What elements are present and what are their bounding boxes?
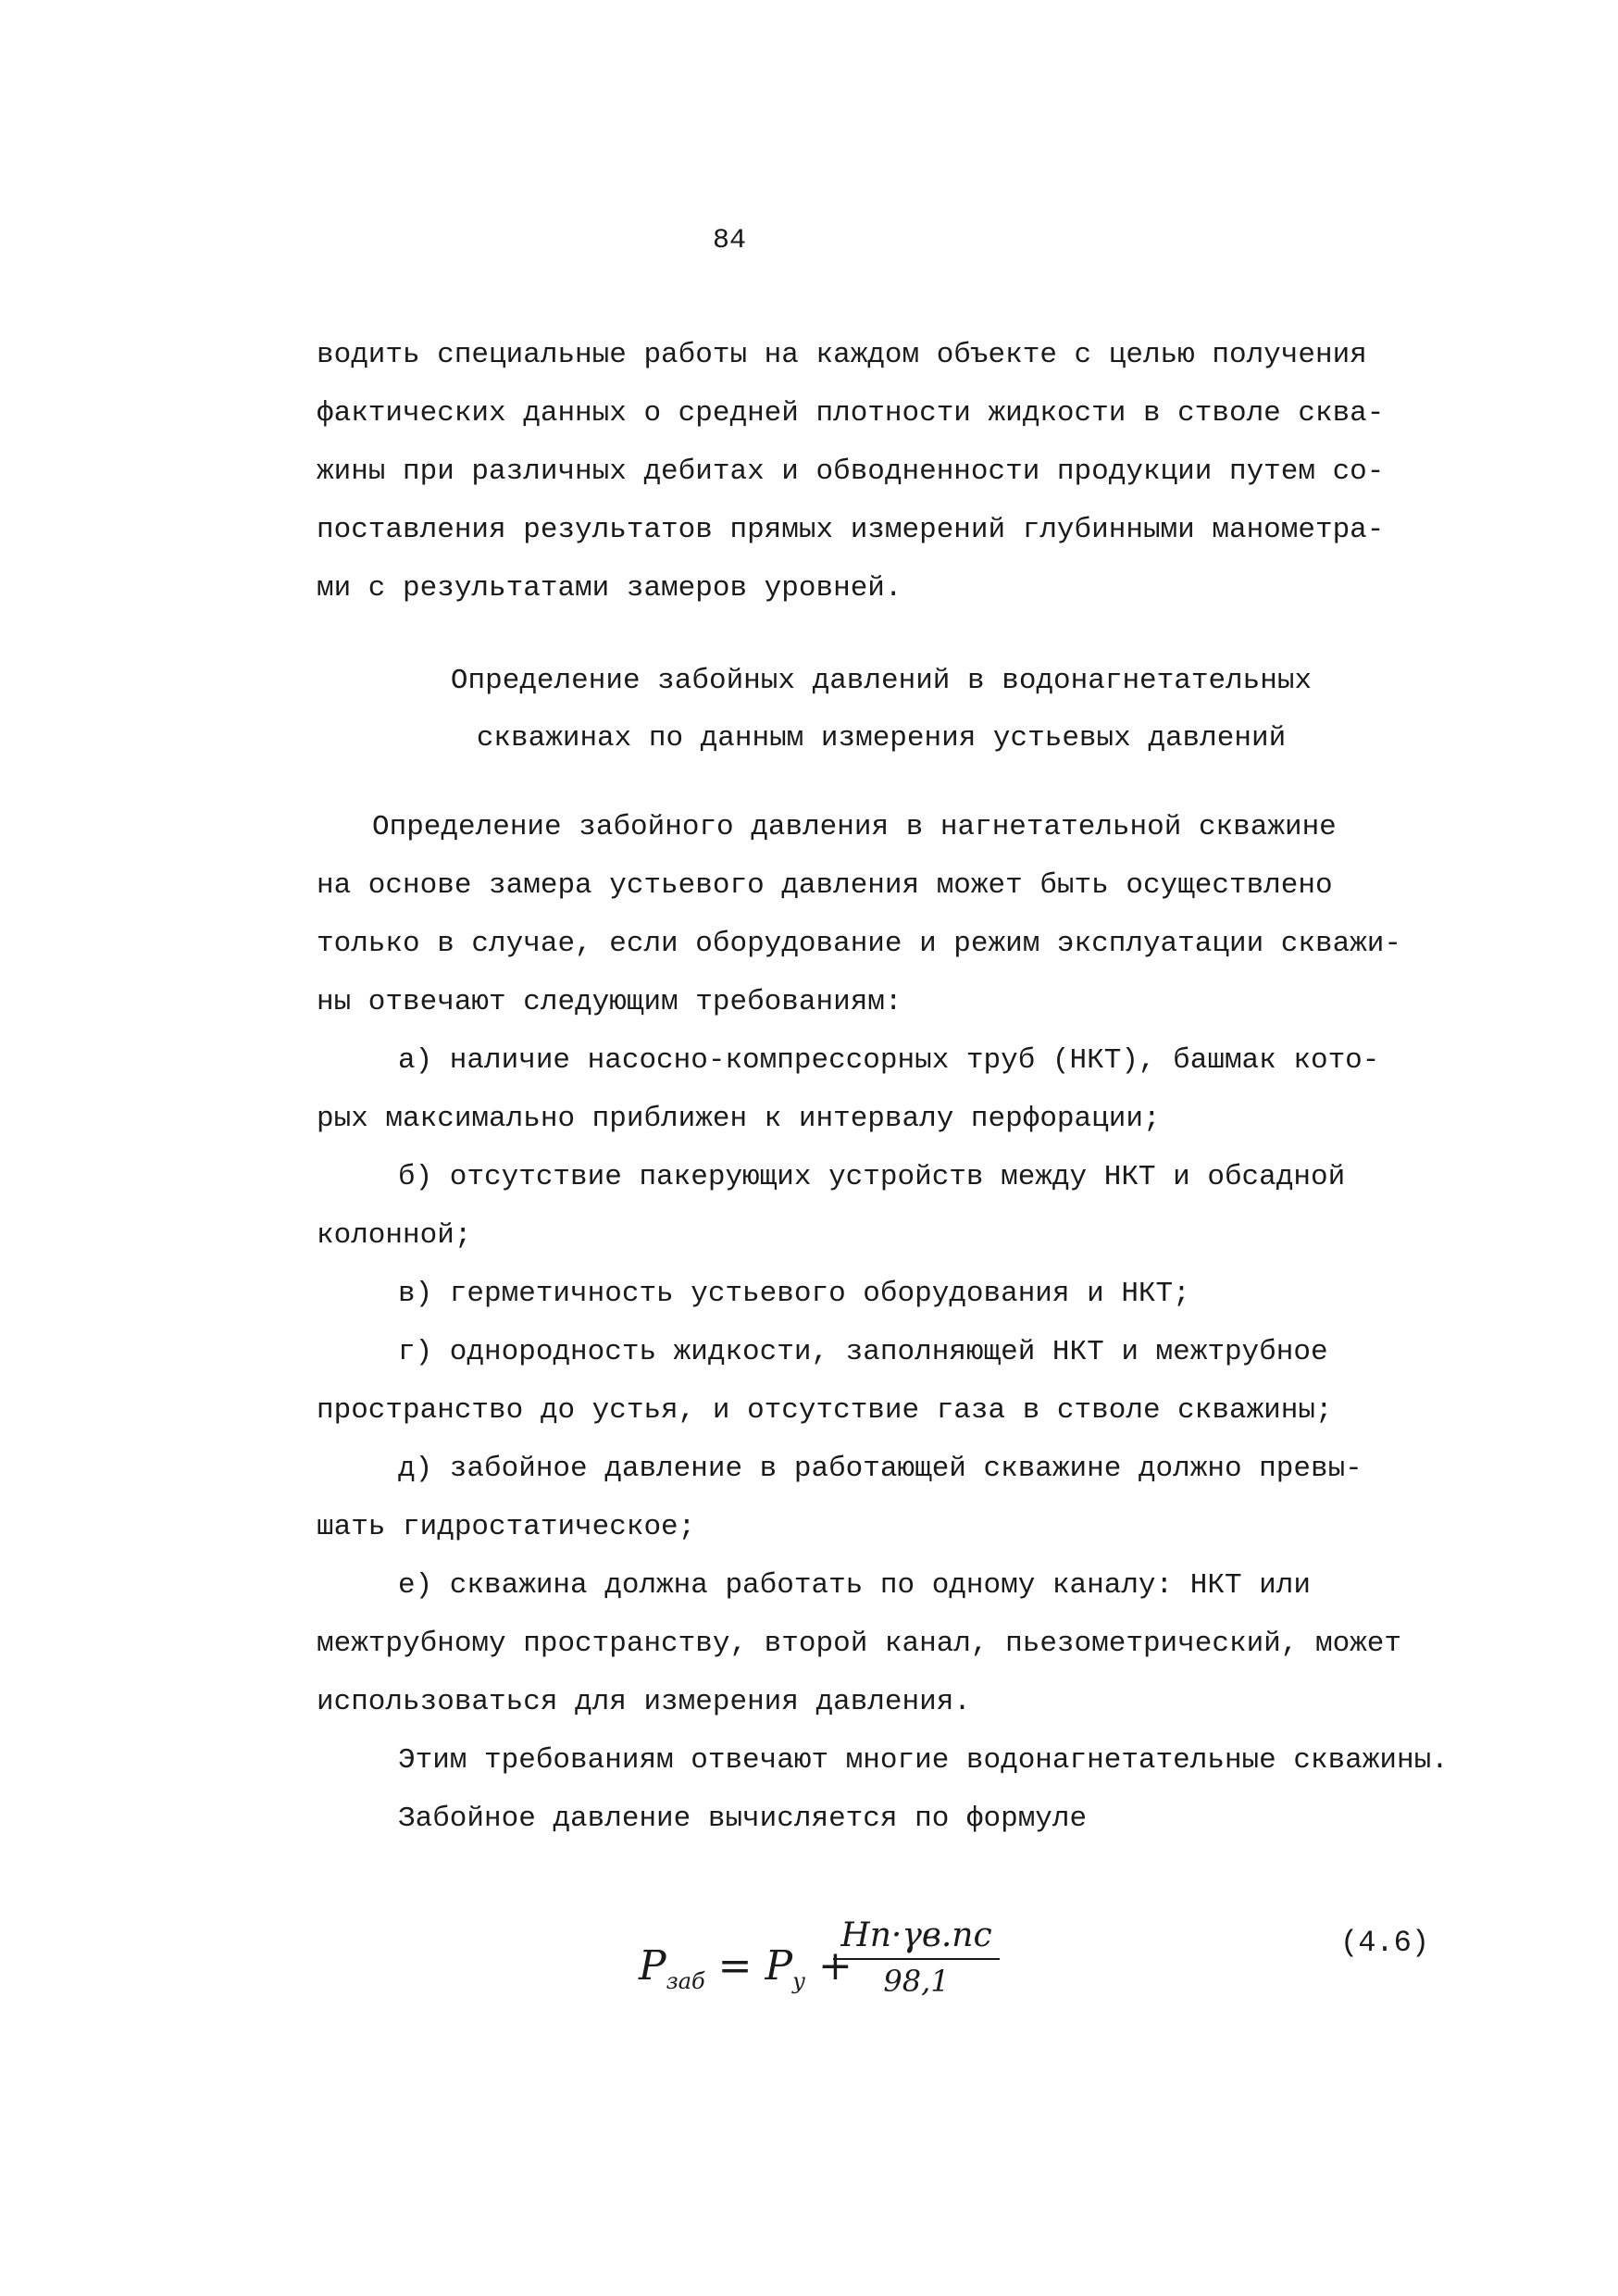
text-line: поставления результатов прямых измерений глубинными манометра- <box>317 514 1385 546</box>
text-line: только в случае, если оборудование и режим эксплуатации скважи- <box>317 928 1401 960</box>
requirement-item: е) скважина должна работать по одному каналу: НКТ или <box>398 1569 1311 1602</box>
intro-paragraph <box>317 326 1446 618</box>
text-line: Определение забойного давления в нагнетательной скважине <box>372 811 1337 843</box>
heading-line: Определение забойных давлений в водонагнетательных <box>450 665 1313 697</box>
text-line: ны отвечают следующим требованиям: <box>317 986 902 1018</box>
requirement-item: а) наличие насосно-компрессорных труб (НКТ), башмак кото- <box>398 1044 1380 1077</box>
text-line: ми с результатами замеров уровней. <box>317 572 902 605</box>
requirement-item: б) отсутствие пакерующих устройств между НКТ и обсадной <box>398 1161 1346 1193</box>
section-heading <box>317 653 1446 767</box>
formula-denominator: 98,1 <box>883 1964 950 1999</box>
requirement-item: в) герметичность устьевого оборудования и НКТ; <box>398 1278 1190 1310</box>
text-line: фактических данных о средней плотности жидкости в стволе сква- <box>317 397 1385 430</box>
closing-paragraph <box>317 1731 1449 1848</box>
text-line: водить специальные работы на каждом объекте с целью получения <box>317 339 1367 371</box>
formula-numerator: Hп·γв.пс <box>833 1916 1000 1960</box>
formula-lhs <box>639 1942 853 1994</box>
main-paragraph <box>317 798 1446 1031</box>
formula-rhs-subscript: у <box>792 1967 806 1994</box>
requirement-item-cont: рых максимально приближен к интервалу перфорации; <box>317 1103 1161 1135</box>
text-line: Этим требованиям отвечают многие водонагнетательные скважины. <box>398 1744 1449 1777</box>
requirement-item-cont: шать гидростатическое; <box>317 1511 696 1543</box>
text-line: Забойное давление вычисляется по формуле <box>398 1803 1088 1835</box>
requirement-item-cont: использоваться для измерения давления. <box>317 1686 971 1718</box>
requirement-item-cont: пространство до устья, и отсутствие газа в стволе скважины; <box>317 1394 1333 1427</box>
requirement-item-cont: колонной; <box>317 1219 472 1252</box>
heading-line: скважинах по данным измерения устьевых давлений <box>476 722 1287 755</box>
formula-p-symbol: P <box>639 1942 666 1990</box>
formula-plus: + <box>805 1942 853 1990</box>
requirement-item: д) забойное давление в работающей скважине должно превы- <box>398 1453 1363 1485</box>
requirement-item: г) однородность жидкости, заполняющей НКТ и межтрубное <box>398 1336 1328 1368</box>
requirement-item-cont: межтрубному пространству, второй канал, пьезометрический, может <box>317 1628 1401 1660</box>
text-line: жины при различных дебитах и обводненности продукции путем со- <box>317 455 1385 488</box>
formula-fraction <box>833 1916 1000 1999</box>
page-number: 84 <box>713 225 747 256</box>
equation-number: (4.6) <box>1340 1926 1430 1960</box>
formula-rhs-p: = P <box>704 1942 793 1990</box>
text-line: на основе замера устьевого давления может быть осуществлено <box>317 869 1333 902</box>
formula-lhs-subscript: заб <box>666 1967 705 1994</box>
formula <box>639 1916 1305 2046</box>
requirements-list <box>317 1031 1446 1731</box>
